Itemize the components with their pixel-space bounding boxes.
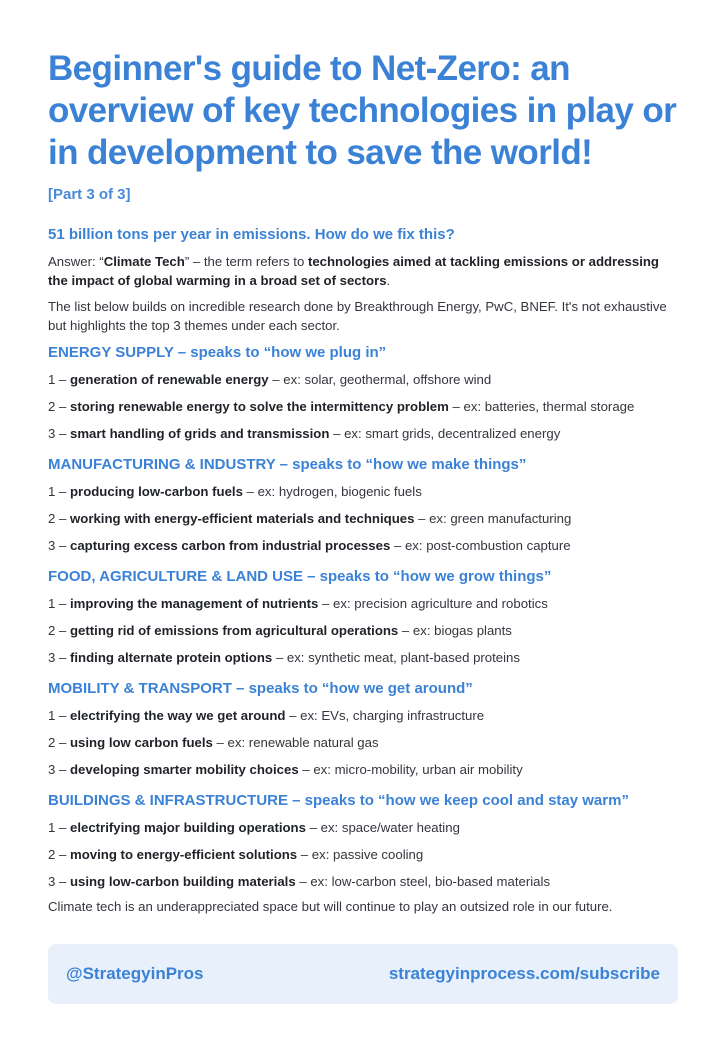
item-number: 2 – <box>48 735 70 750</box>
sector-block <box>48 343 678 447</box>
item-examples: – ex: post-combustion capture <box>390 538 571 553</box>
list-item <box>48 756 678 783</box>
item-examples: – ex: synthetic meat, plant-based proteins <box>272 650 520 665</box>
item-examples: – ex: passive cooling <box>297 847 424 862</box>
item-number: 2 – <box>48 399 70 414</box>
item-number: 2 – <box>48 847 70 862</box>
footer-subscribe-link[interactable]: strategyinprocess.com/subscribe <box>388 964 660 983</box>
item-number: 1 – <box>48 596 70 611</box>
list-item <box>48 868 678 895</box>
list-item <box>48 729 678 756</box>
list-item <box>48 478 678 505</box>
list-item <box>48 702 678 729</box>
list-item <box>48 644 678 671</box>
item-examples: – ex: green manufacturing <box>414 511 572 526</box>
item-examples: – ex: biogas plants <box>398 623 512 638</box>
item-examples: – ex: micro-mobility, urban air mobility <box>298 762 523 777</box>
item-theme: working with energy-efficient materials and techniques <box>70 511 415 526</box>
sector-heading: FOOD, AGRICULTURE & LAND USE – speaks to “how we grow things” <box>48 568 552 585</box>
item-number: 1 – <box>48 820 70 835</box>
answer-term: Climate Tech <box>103 254 185 269</box>
item-examples: – ex: solar, geothermal, offshore wind <box>268 372 492 387</box>
item-theme: electrifying the way we get around <box>70 708 286 723</box>
list-item <box>48 420 678 447</box>
item-number: 3 – <box>48 762 70 777</box>
part-label: [Part 3 of 3] <box>48 186 131 203</box>
item-theme: producing low-carbon fuels <box>70 484 243 499</box>
item-number: 1 – <box>48 484 70 499</box>
sector-heading: MOBILITY & TRANSPORT – speaks to “how we get around” <box>48 680 473 697</box>
item-number: 2 – <box>48 623 70 638</box>
item-theme: getting rid of emissions from agricultural operations <box>70 623 399 638</box>
sector-block <box>48 791 678 895</box>
answer-paragraph <box>48 252 678 290</box>
item-examples: – ex: EVs, charging infrastructure <box>285 708 485 723</box>
item-theme: generation of renewable energy <box>70 372 269 387</box>
item-examples: – ex: smart grids, decentralized energy <box>329 426 561 441</box>
sector-block <box>48 679 678 783</box>
item-number: 3 – <box>48 426 70 441</box>
answer-middle: ” – the term refers to <box>184 254 308 269</box>
sector-block <box>48 455 678 559</box>
item-number: 3 – <box>48 874 70 889</box>
answer-definition: technologies aimed at tackling emissions or addressing the impact of global warming in a broad set of sectors <box>48 254 659 288</box>
item-theme: finding alternate protein options <box>70 650 273 665</box>
list-item <box>48 505 678 532</box>
footer-banner <box>48 944 678 1004</box>
item-number: 3 – <box>48 538 70 553</box>
page-title: Beginner's guide to Net-Zero: an overview of key technologies in play or in development to save the world! <box>48 49 677 172</box>
sector-heading: MANUFACTURING & INDUSTRY – speaks to “how we make things” <box>48 456 527 473</box>
item-number: 2 – <box>48 511 70 526</box>
list-item <box>48 590 678 617</box>
item-number: 1 – <box>48 372 70 387</box>
list-item <box>48 841 678 868</box>
item-examples: – ex: renewable natural gas <box>212 735 379 750</box>
item-theme: developing smarter mobility choices <box>70 762 299 777</box>
sector-block <box>48 567 678 671</box>
item-theme: using low carbon fuels <box>70 735 213 750</box>
intro-paragraph: The list below builds on incredible research done by Breakthrough Energy, PwC, BNEF. It's not exhaustive but highlights the top 3 themes under each sector. <box>48 299 667 333</box>
footer-handle-link[interactable]: @StrategyinPros <box>66 964 204 983</box>
item-theme: electrifying major building operations <box>70 820 306 835</box>
item-theme: smart handling of grids and transmission <box>70 426 330 441</box>
item-examples: – ex: hydrogen, biogenic fuels <box>242 484 422 499</box>
item-examples: – ex: low-carbon steel, bio-based materials <box>295 874 551 889</box>
answer-prefix: Answer: “ <box>48 254 104 269</box>
item-examples: – ex: batteries, thermal storage <box>448 399 635 414</box>
question-heading: 51 billion tons per year in emissions. How do we fix this? <box>48 226 455 243</box>
answer-suffix: . <box>386 273 391 288</box>
item-number: 3 – <box>48 650 70 665</box>
list-item <box>48 366 678 393</box>
list-item <box>48 532 678 559</box>
item-theme: storing renewable energy to solve the intermittency problem <box>70 399 449 414</box>
sector-list <box>48 343 678 895</box>
item-examples: – ex: space/water heating <box>305 820 460 835</box>
item-theme: capturing excess carbon from industrial processes <box>70 538 391 553</box>
item-examples: – ex: precision agriculture and robotics <box>318 596 548 611</box>
sector-heading: BUILDINGS & INFRASTRUCTURE – speaks to “how we keep cool and stay warm” <box>48 792 629 809</box>
sector-heading: ENERGY SUPPLY – speaks to “how we plug in” <box>48 344 387 361</box>
item-number: 1 – <box>48 708 70 723</box>
closing-paragraph: Climate tech is an underappreciated space but will continue to play an outsized role in our future. <box>48 899 613 914</box>
list-item <box>48 814 678 841</box>
item-theme: improving the management of nutrients <box>70 596 319 611</box>
item-theme: moving to energy-efficient solutions <box>70 847 298 862</box>
list-item <box>48 393 678 420</box>
list-item <box>48 617 678 644</box>
item-theme: using low-carbon building materials <box>70 874 296 889</box>
